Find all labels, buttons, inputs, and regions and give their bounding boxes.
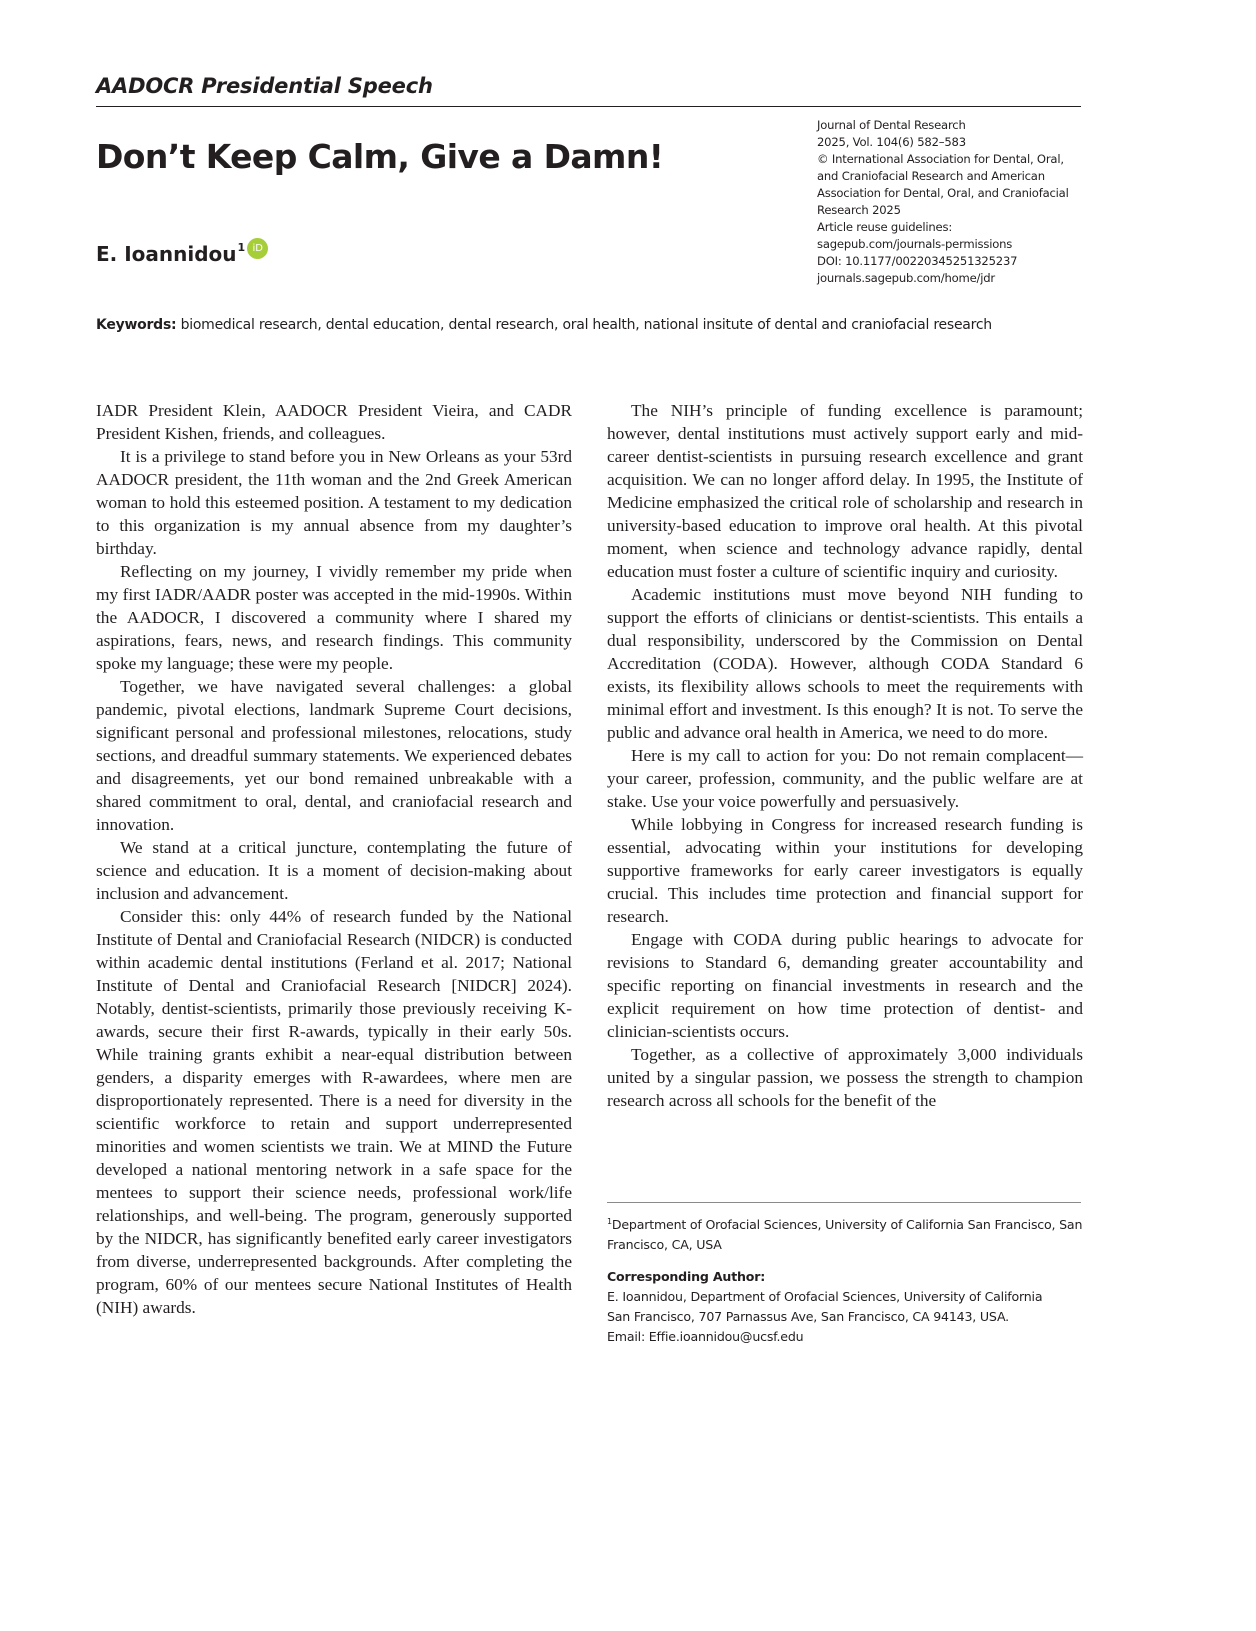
paragraph: The NIH’s principle of funding excellence is paramount; however, dental institutions must actively support early and mid-career dentist-scientists in pursuing research excellence and grant acquisition. We can no longer afford delay. In 1995, the Institute of Medicine emphasized the critical role of scholarship and research in university-based education to improve oral health. At this pivotal moment, when science and technology advance rapidly, dental education must foster a culture of scientific inquiry and curiosity. — [607, 401, 1083, 581]
affiliation-note — [607, 1212, 1087, 1255]
copyright-line: and Craniofacial Research and American — [817, 169, 1045, 183]
corresponding-email[interactable]: Email: Effie.ioannidou@ucsf.edu — [607, 1329, 804, 1345]
paragraph: Engage with CODA during public hearings to advocate for revisions to Standard 6, demanding greater accountability and specific reporting on financial investments in research and the explicit requirement on how time protection of dentist- and clinician-scientists occurs. — [607, 930, 1083, 1041]
affiliation-marker: 1 — [607, 1217, 612, 1226]
keywords — [96, 317, 1096, 333]
affiliation-marker: 1 — [237, 241, 246, 254]
copyright-line: Association for Dental, Oral, and Craniofacial — [817, 186, 1069, 200]
author-name: E. Ioannidou — [96, 242, 237, 266]
paragraph: Reflecting on my journey, I vividly remember my pride when my first IADR/AADR poster was accepted in the mid-1990s. Within the AADOCR, I discovered a community where I shared my aspirations, fears, news, and research findings. This community spoke my language; these were my people. — [96, 562, 572, 673]
footnote-rule — [607, 1202, 1081, 1203]
journal-metadata — [817, 117, 1087, 287]
paragraph: Together, as a collective of approximately 3,000 individuals united by a singular passion, we possess the strength to champion research across all schools for the benefit of the — [607, 1045, 1083, 1110]
author-line — [96, 242, 268, 266]
corresponding-address: San Francisco, 707 Parnassus Ave, San Francisco, CA 94143, USA. — [607, 1309, 1009, 1325]
keywords-label: Keywords: — [96, 317, 177, 333]
reuse-guidelines-label: Article reuse guidelines: — [817, 220, 953, 234]
keywords-text: biomedical research, dental education, dental research, oral health, national insitute of dental and craniofacial research — [180, 317, 992, 333]
paragraph: IADR President Klein, AADOCR President Vieira, and CADR President Kishen, friends, and colleagues. — [96, 401, 572, 443]
copyright-line: Research 2025 — [817, 203, 901, 217]
permissions-link[interactable]: sagepub.com/journals-permissions — [817, 237, 1013, 251]
corresponding-author-label: Corresponding Author: — [607, 1269, 766, 1285]
journal-volume: 2025, Vol. 104(6) 582–583 — [817, 135, 966, 149]
doi-link[interactable]: DOI: 10.1177/00220345251325237 — [817, 254, 1018, 268]
paragraph: Consider this: only 44% of research funded by the National Institute of Dental and Craniofacial Research (NIDCR) is conducted within academic dental institutions (Ferland et al. 2017; National Institute of Dental and Craniofacial Research [NIDCR] 2024). Notably, dentist-scientists, primarily those previously receiving K-awards, secure their first R-awards, typically in their early 50s. While training grants exhibit a near-equal distribution between genders, a disparity emerges with R-awardees, where men are disproportionately represented. There is a need for diversity in the scientific workforce to retain and support underrepresented minorities and women scientists we train. We at MIND the Future developed a national mentoring network in a safe space for the mentees to support their science needs, professional work/life relationships, and well-being. The program, generously supported by the NIDCR, has significantly benefited early career investigators from diverse, underrepresented backgrounds. After completing the program, 60% of our mentees secure National Institutes of Health (NIH) awards. — [96, 907, 572, 1317]
article-type-label: AADOCR Presidential Speech — [96, 74, 433, 98]
journal-name: Journal of Dental Research — [817, 118, 966, 132]
affiliation-text: Department of Orofacial Sciences, University of California San Francisco, San Francisco, CA, USA — [607, 1217, 1083, 1253]
paragraph: It is a privilege to stand before you in New Orleans as your 53rd AADOCR president, the 11th woman and the 2nd Greek American woman to hold this esteemed position. A testament to my dedication to this organization is my annual absence from my daughter’s birthday. — [96, 447, 572, 558]
article-title: Don’t Keep Calm, Give a Damn! — [96, 137, 664, 176]
header-rule — [96, 106, 1081, 107]
paragraph: Together, we have navigated several challenges: a global pandemic, pivotal elections, landmark Supreme Court decisions, significant personal and professional milestones, relocations, study sections, and dreadful summary statements. We experienced debates and disagreements, yet our bond remained unbreakable with a shared commitment to oral, dental, and craniofacial research and innovation. — [96, 677, 572, 834]
paragraph: Academic institutions must move beyond NIH funding to support the efforts of clinicians or dentist-scientists. This entails a dual responsibility, underscored by the Commission on Dental Accreditation (CODA). However, although CODA Standard 6 exists, its flexibility allows schools to meet the requirements with minimal effort and investment. Is this enough? It is not. To serve the public and advance oral health in America, we need to do more. — [607, 585, 1083, 742]
footnotes — [607, 1212, 1087, 1347]
journal-home-link[interactable]: journals.sagepub.com/home/jdr — [817, 271, 996, 285]
paragraph: We stand at a critical juncture, contemplating the future of science and education. It is a moment of decision-making about inclusion and advancement. — [96, 838, 572, 903]
copyright-line: © International Association for Dental, Oral, — [817, 152, 1064, 166]
body-column-right — [607, 399, 1083, 1112]
paragraph: Here is my call to action for you: Do not remain complacent—your career, profession, community, and the public welfare are at stake. Use your voice powerfully and persuasively. — [607, 746, 1083, 811]
corresponding-address: E. Ioannidou, Department of Orofacial Sciences, University of California — [607, 1289, 1043, 1305]
body-column-left — [96, 399, 572, 1319]
paragraph: While lobbying in Congress for increased research funding is essential, advocating within your institutions for developing supportive frameworks for early career investigators is equally crucial. This includes time protection and financial support for research. — [607, 815, 1083, 926]
orcid-icon[interactable]: iD — [247, 238, 268, 259]
